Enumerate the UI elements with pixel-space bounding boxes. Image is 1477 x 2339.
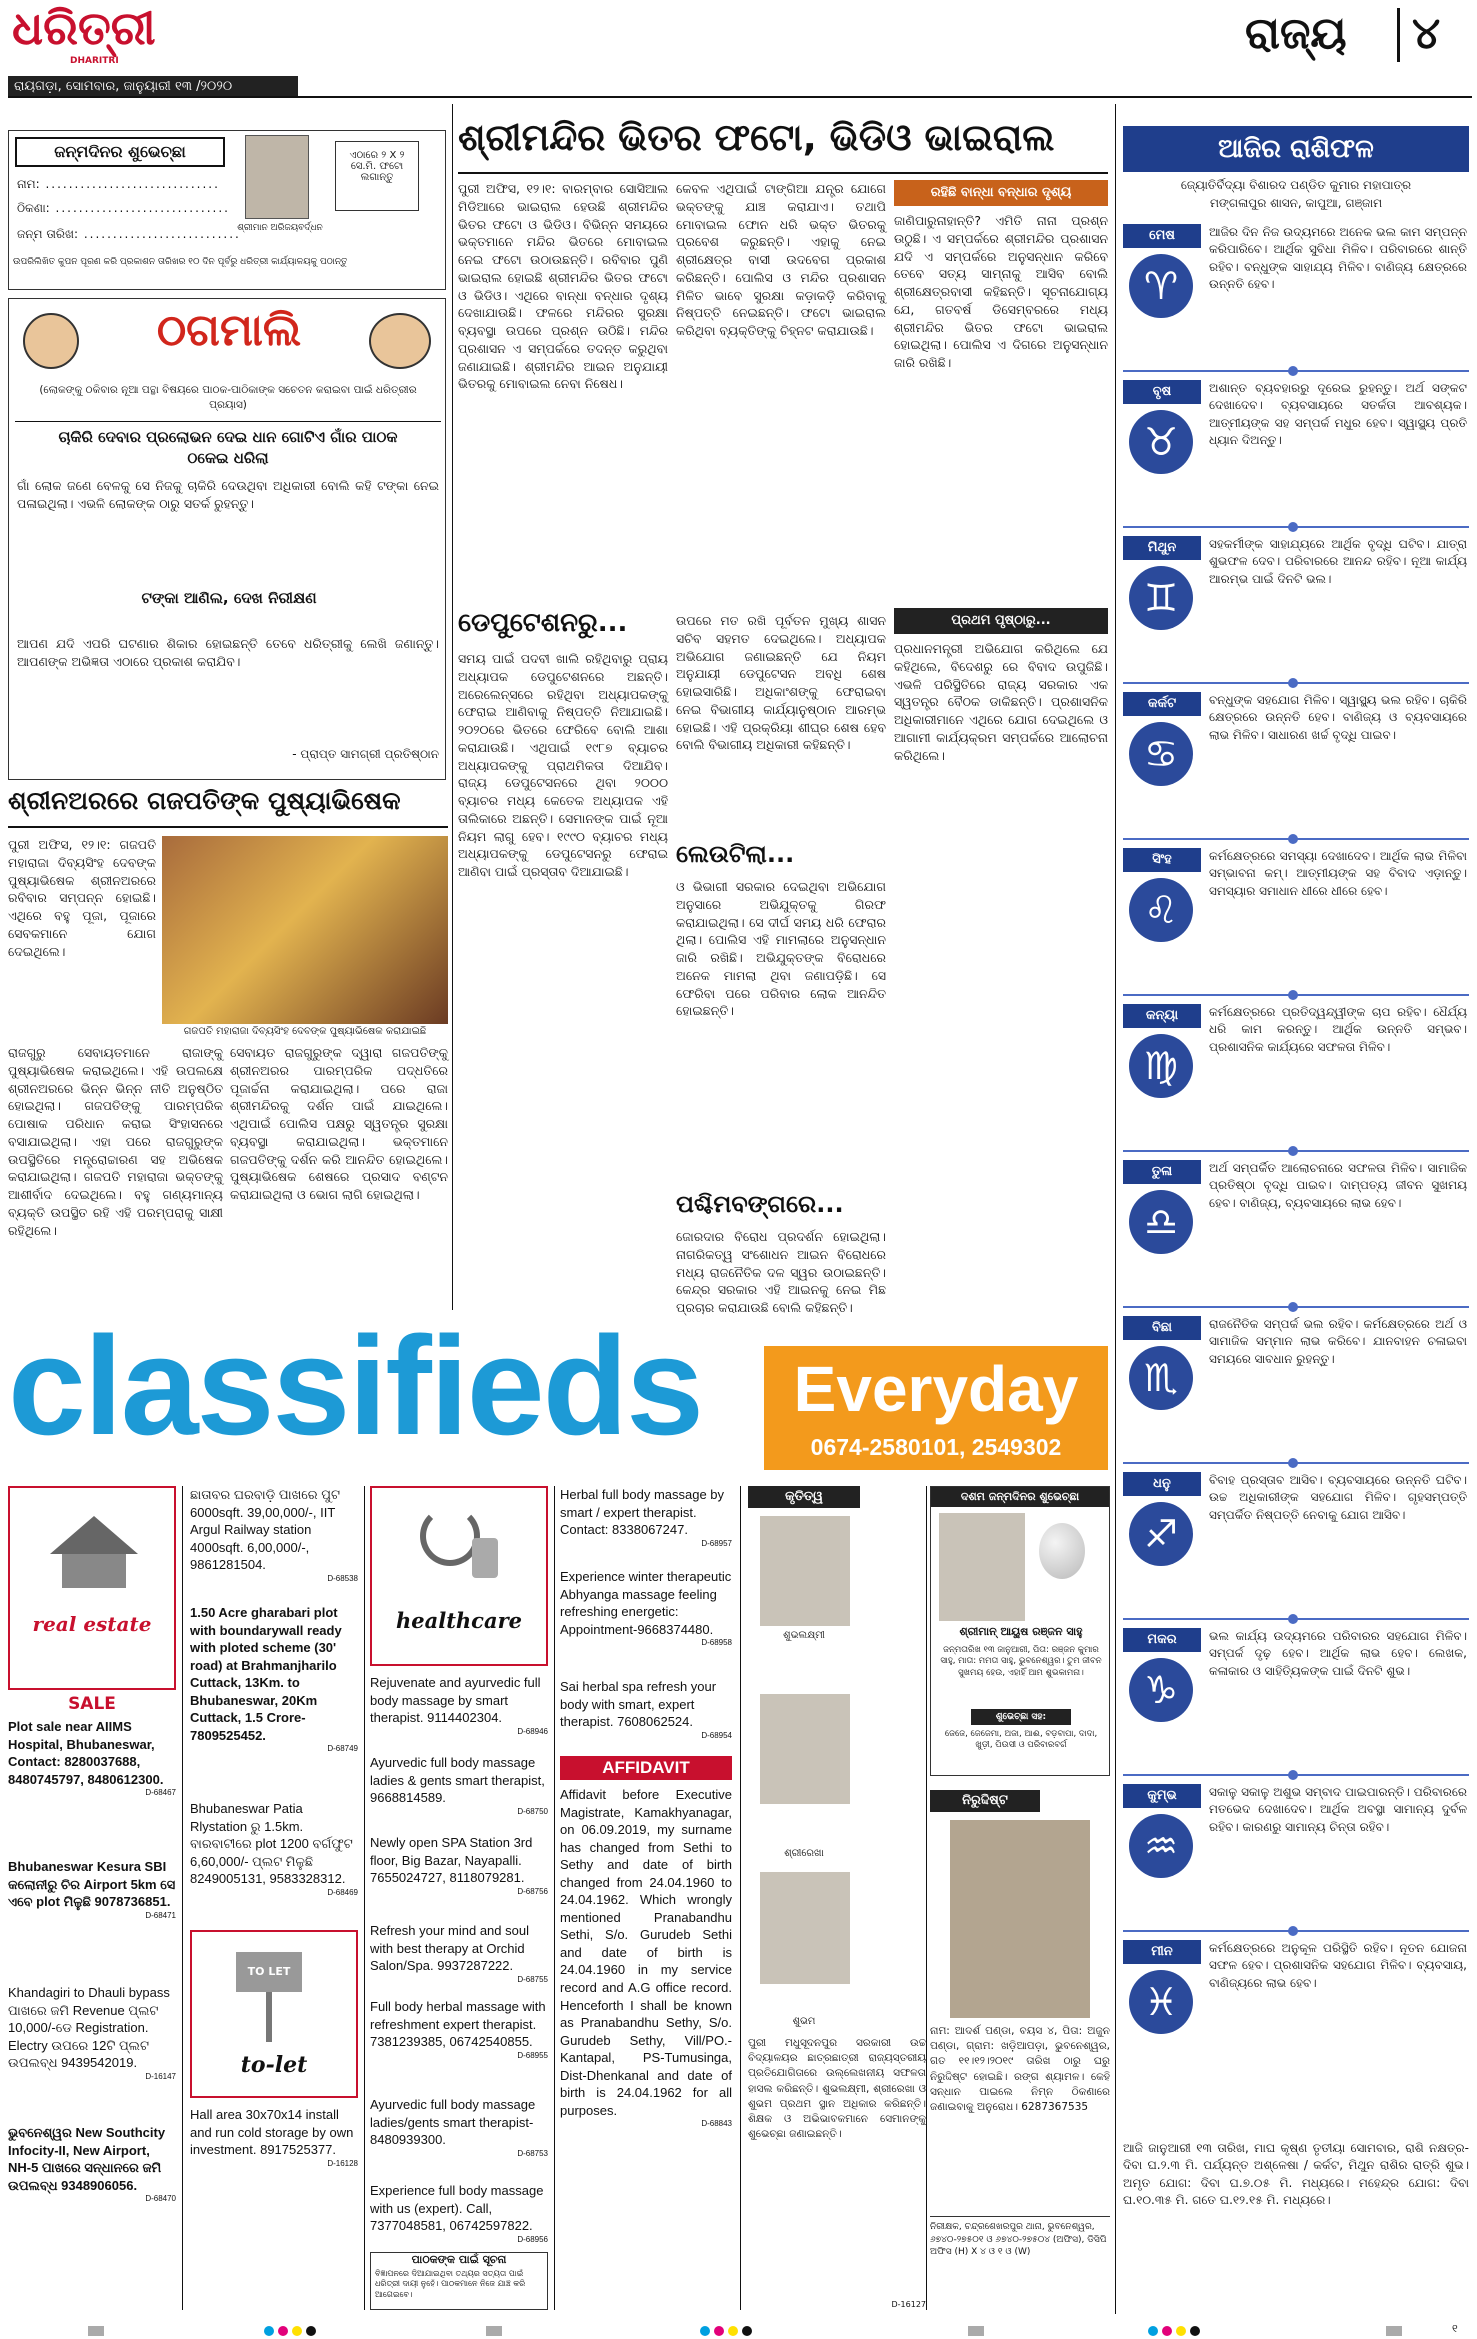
col2-ad-2-text: 1.50 Acre gharabari plot with boundarywall ready with ploted scheme (30' road) at Brahmanjharilo Cuttack, 13Km. to Bhubaneswar, 20Km Cuttack, 1.5 Crore-7809525452. — [190, 1605, 342, 1743]
affidavit-ad — [560, 1786, 732, 2130]
healthcare-ad-code: D-68946 — [517, 1726, 548, 1736]
paschimbanga-body: ଜୋରଦାର ବିରୋଧ ପ୍ରଦର୍ଶନ ହୋଇଥିଲା। ନାଗରିକତ୍ୱ ସଂଶୋଧନ ଆଇନ ବିରୋଧରେ ମଧ୍ୟ ରାଜନୈତିକ ଦଳ ସ୍ୱର ଉଠାଇଛନ୍ତି। କେନ୍ଦ୍ର ସରକାର ଏହି ଆଇନକୁ ନେଇ ମିଛ ପ୍ରଚାର କରାଯାଉଛି ବୋଲି କହିଛନ୍ତି। — [676, 1229, 886, 1315]
rashi-text: ବିବାହ ପ୍ରସ୍ତାବ ଆସିବ। ବ୍ୟବସାୟରେ ଉନ୍ନତି ଘଟିବ। ଉଚ୍ଚ ଅଧିକାରୀଙ୍କ ସହଯୋଗ ମିଳିବ। ଗୃହସମ୍ପତ୍ତି ସମ୍ପର୍କିତ ନିଷ୍ପତ୍ତି ନେବାକୁ ଯୋଗ ଆସିବ। — [1209, 1473, 1467, 1522]
thagamali-rule — [15, 421, 441, 422]
thagamali-story-body: ଗାଁ ଲୋକ ଜଣେ ବେଳକୁ ସେ ନିଜକୁ ଚାକିରି ଦେଉଥିବା ଅଧିକାରୀ ବୋଲି କହି ଟଙ୍କା ନେଇ ପଳାଇଥିଲା। ଏଭଳି ଲୋକଙ୍କ ଠାରୁ ସତର୍କ ରୁହନ୍ତୁ। — [17, 478, 439, 511]
zodiac-icon: ♊ — [1129, 566, 1193, 630]
col4-ad — [560, 1486, 732, 1549]
col4-ad-text: Experience winter therapeutic Abhyanga massage feeling refreshing energetic: Appointment-9668374480. — [560, 1569, 732, 1637]
photo-placeholder: ଏଠାରେ ୨ X ୨ ସେ.ମି. ଫଟୋ ଲଗାନ୍ତୁ — [335, 141, 419, 211]
zodiac-icon: ♎ — [1129, 1190, 1193, 1254]
rashi-name: ବିଛା — [1123, 1316, 1201, 1340]
real-estate-ad-1 — [8, 1718, 176, 1799]
rashi-name: ଧନୁ — [1123, 1472, 1201, 1496]
footer-swatch-y2 — [728, 2326, 738, 2336]
rashi-row — [1123, 1316, 1469, 1452]
dateline: ରାୟଗଡ଼ା, ସୋମବାର, ଜାନୁୟାରୀ ୧୩ /୨୦୨୦ — [8, 76, 298, 98]
healthcare-ad-code: D-68955 — [517, 2050, 548, 2060]
rashi-row — [1123, 536, 1469, 672]
rashi-text: କର୍ମକ୍ଷେତ୍ରରେ ଅନୁକୂଳ ପରିସ୍ଥିତି ରହିବ। ନୂତନ ଯୋଜନା ସଫଳ ହେବ। ପ୍ରଶାସନିକ ସହଯୋଗ ମିଳିବ। ବ୍ୟବସାୟ, ବାଣିଜ୍ୟରେ ଲାଭ ହେବ। — [1209, 1941, 1467, 1990]
sale-label: SALE — [68, 1694, 116, 1714]
coupon-child-photo — [245, 135, 309, 219]
house-body — [62, 1554, 126, 1588]
footer-swatch-m3 — [1162, 2326, 1172, 2336]
balloons-icon — [1039, 1523, 1085, 1579]
healthcare-ad-text: Ayurvedic full body massage ladies & gents smart therapist, 9668814589. — [370, 1755, 545, 1806]
deputation-col2: ଉପରେ ମତ ରଖି ପୂର୍ବତନ ମୁଖ୍ୟ ଶାସନ ସଚିବ ସହମତ ଦେଇଥିଲେ। ଅଧ୍ୟାପକ ଅଭିଯୋଗ ଜଣାଇଛନ୍ତି ଯେ ନିୟମ ଅନୁଯାୟୀ ଡେପୁଟେସନ ଅବଧି ଶେଷ ହୋଇସାରିଛି। ଅଧିକାଂଶଙ୍କୁ ଫେରାଇବା ନେଇ ବିଭାଗୀୟ କାର୍ଯ୍ୟାନୁଷ୍ଠାନ ଆରମ୍ଭ ହୋଇଛି। ଏହି ପ୍ରକ୍ରିୟା ଶୀଘ୍ର ଶେଷ ହେବ ବୋଲି ବିଭାଗୀୟ ଅଧିକାରୀ କହିଛନ୍ତି। — [676, 613, 886, 753]
rashi-row — [1123, 380, 1469, 516]
dasama-wishers-head: ଶୁଭେଚ୍ଛା ସହ: — [971, 1709, 1071, 1725]
rashi-name: କୁମ୍ଭ — [1123, 1784, 1201, 1808]
tolet-ad-text: Hall area 30x70x14 install and run cold storage by own investment. 8917525377. — [190, 2107, 354, 2158]
zodiac-icon: ♒ — [1129, 1814, 1193, 1878]
tolet-ad-code: D-16128 — [327, 2158, 358, 2168]
real-estate-ad-1-code: D-68467 — [145, 1788, 176, 1798]
rashi-separator — [1123, 1458, 1469, 1468]
footer-swatch-c1 — [264, 2326, 274, 2336]
dasama-janmadina-box — [930, 1486, 1110, 1776]
rashi-name: ସିଂହ — [1123, 848, 1201, 872]
real-estate-ad-4-code: D-68470 — [145, 2194, 176, 2204]
zodiac-icon: ♐ — [1129, 1502, 1193, 1566]
thagamali-signature: - ପ୍ରାପ୍ତ ସାମଗ୍ରୀ ପ୍ରତିଷ୍ଠାନ — [292, 747, 439, 761]
rashi-name: ମେଷ — [1123, 224, 1201, 248]
dasama-janmadina-title: ଦଶମ ଜନ୍ମଦିନର ଶୁଭେଚ୍ଛା — [931, 1487, 1109, 1507]
rashi-text: ଅର୍ଥ ସମ୍ପର୍କିତ ଆଲୋଚନାରେ ସଫଳତା ମିଳିବ। ସାମାଜିକ ପ୍ରତିଷ୍ଠା ବୃଦ୍ଧି ପାଇବ। ଦାମ୍ପତ୍ୟ ଜୀବନ ସୁଖମୟ ହେବ। ବାଣିଜ୍ୟ, ବ୍ୟବସାୟରେ ଲାଭ ହେବ। — [1209, 1161, 1467, 1210]
rashi-row — [1123, 692, 1469, 828]
rashi-text: କର୍ମକ୍ଷେତ୍ରରେ ସମସ୍ୟା ଦେଖାଦେବ। ଆର୍ଥିକ ଲାଭ ମିଳିବା ସମ୍ଭାବନା କମ୍। ଆତ୍ମୀୟଙ୍କ ସହ ବିବାଦ ଏଡ଼ାନ୍ତୁ। ସମସ୍ୟାର ସମାଧାନ ଧୀରେ ଧୀରେ ହେବ। — [1209, 849, 1467, 898]
dasama-wishers: ଜେଜେ, ଜେଜେମା, ଅଜା, ଆଈ, ବଡ଼ବାପା, ଦାଦା, ଖୁଡ଼ୀ, ପିଉସୀ ଓ ପରିବାରବର୍ଗ — [944, 1729, 1098, 1751]
footer-swatch-m1 — [278, 2326, 288, 2336]
classifieds-phone: 0674-2580101, 2549302 — [810, 1434, 1062, 1460]
col2-ad-3-code: D-68469 — [327, 1887, 358, 1897]
real-estate-label: real estate — [32, 1612, 152, 1636]
col-rule-1 — [452, 104, 453, 1310]
real-estate-ad-2 — [8, 1858, 176, 1921]
col4-ad-code: D-68958 — [701, 1638, 732, 1648]
footer-swatch-y1 — [292, 2326, 302, 2336]
rashi-text: କର୍ମକ୍ଷେତ୍ରରେ ପ୍ରତିଦ୍ୱନ୍ଦ୍ୱୀଙ୍କ ଚାପ ରହିବ। ଧୈର୍ଯ୍ୟ ଧରି କାମ କରନ୍ତୁ। ଆର୍ଥିକ ଉନ୍ନତି ସମ୍ଭବ। ପ୍ରଶାସନିକ କାର୍ଯ୍ୟରେ ସଫଳତା ମିଳିବ। — [1209, 1005, 1467, 1054]
coupon-dob-field[interactable]: ଜନ୍ମ ତାରିଖ: ........................... — [17, 227, 241, 241]
srimandir-col3: ଜାଣିପାରୁନାହାନ୍ତି? ଏମିତି ନାନା ପ୍ରଶ୍ନ ଉଠୁଛି। ଏ ସମ୍ପର୍କରେ ଶ୍ରୀମନ୍ଦିର ପ୍ରଶାସନ ଯଦି ଏ ସମ୍ପର୍କରେ ଅନୁସନ୍ଧାନ କରିବେ ତେବେ ସତ୍ୟ ସାମ୍ନାକୁ ଆସିବ ବୋଲି ଶ୍ରୀକ୍ଷେତ୍ରବାସୀ କହିଛନ୍ତି। ସୂଚନାଯୋଗ୍ୟ ଯେ, ଗତବର୍ଷ ଡିସେମ୍ବରରେ ମଧ୍ୟ ଶ୍ରୀମନ୍ଦିର ଭିତର ଫଟୋ ଭାଇରାଲ ହୋଇଥିଲା। ପୋଲିସ ଏ ଦିଗରେ ଅନୁସନ୍ଧାନ ଜାରି ରଖିଛି। — [894, 213, 1108, 370]
footer-bar-4 — [1386, 2326, 1402, 2336]
leuthila-body: ଓ ଭିଭାଗୀ ସରକାର ଦେଇଥିବା ଅଭିଯୋଗ ଅନୁସାରେ ଅଭିଯୁକ୍ତକୁ ଗିରଫ କରାଯାଇଥିଲା। ସେ ଦୀର୍ଘ ସମୟ ଧରି ଫେରାର ଥିଲା। ପୋଲିସ ଏହି ମାମଲାରେ ଅନୁସନ୍ଧାନ ଜାରି ରଖିଛି। ଅଭିଯୁକ୍ତଙ୍କ ବିରୋଧରେ ଅନେକ ମାମଲା ଥିବା ଜଣାପଡ଼ିଛି। ସେ ଫେରିବା ପରେ ପରିବାର ଲୋକ ଆନନ୍ଦିତ ହୋଇଛନ୍ତି। — [676, 879, 886, 1019]
pushyabhishek-body-col1: ରାଜଗୁରୁ ସେବାୟତମାନେ ରାଜାଙ୍କୁ ପୁଷ୍ୟାଭିଷେକ କରାଇଥିଲେ। ଏହି ଉପଲକ୍ଷେ ଶ୍ରୀନଅରରେ ଭିନ୍ନ ଭିନ୍ନ ନୀତି ଅନୁଷ୍ଠିତ ହୋଇଥିଲା। ଗଜପତିଙ୍କୁ ପାରମ୍ପରିକ ପୋଷାକ ପରିଧାନ କରାଇ ସିଂହାସନରେ ବସାଯାଇଥିଲା। ଏହା ପରେ ରାଜଗୁରୁଙ୍କ ଉପସ୍ଥିତିରେ ମନ୍ତ୍ରୋଚ୍ଚାରଣ ସହ ଅଭିଷେକ କରାଯାଇଥିଲା। ଗଜପତି ମହାରାଜା ଭକ୍ତଙ୍କୁ ଆଶୀର୍ବାଦ ଦେଇଥିଲେ। ବହୁ ଗଣ୍ୟମାନ୍ୟ ବ୍ୟକ୍ତି ଉପସ୍ଥିତ ରହି ଏହି ପରମ୍ପରାକୁ ସାକ୍ଷୀ ରହିଥିଲେ। — [8, 1045, 223, 1238]
footer-swatch-c2 — [700, 2326, 710, 2336]
deputation-headline: ଡେପୁଟେଶନରୁ... — [458, 608, 628, 638]
deputation-col3: ପ୍ରଧାନମନ୍ତ୍ରୀ ଅଭିଯୋଗ କରିଥିଲେ ଯେ କହିଥିଲେ, ବିଦେଶରୁ ରେ ବିବାଦ ଉପୁଜିଛି। ଏଭଳି ପରିସ୍ଥିତିରେ ରାଜ୍ୟ ସରକାର ଏକ ସ୍ୱତନ୍ତ୍ର ବୈଠକ ଡାକିଛନ୍ତି। ପ୍ରଶାସନିକ ଅଧିକାରୀମାନେ ଏଥିରେ ଯୋଗ ଦେଇଥିଲେ ଓ ଆଗାମୀ କାର୍ଯ୍ୟକ୍ରମ ସମ୍ପର୍କରେ ଆଲୋଚନା କରିଥିଲେ। — [894, 641, 1108, 763]
classifieds-header — [8, 1307, 1108, 1470]
rashifala-banner — [1123, 126, 1469, 172]
healthcare-ad — [370, 2096, 548, 2159]
address-label: ଠିକଣା: — [17, 201, 50, 215]
col2-ad-1 — [190, 1486, 358, 1585]
thagamali-cartoon-right — [369, 313, 431, 369]
thagamali-title: ଠଗମାଲି — [156, 305, 302, 356]
rashi-name: ମୀନ — [1123, 1940, 1201, 1964]
pushyabhishek-body-top: ପୁରୀ ଅଫିସ, ୧୨।୧: ଗଜପତି ମହାରାଜା ଦିବ୍ୟସିଂହ ଦେବଙ୍କ ପୁଷ୍ୟାଭିଷେକ ଶ୍ରୀନଅରରେ ରବିବାର ସମ୍ପନ୍ନ ହୋଇଛି। ଏଥିରେ ବହୁ ପୂଜା, ପୂଜାରେ ସେବକମାନେ ଯୋଗ ଦେଇଥିଲେ। — [8, 837, 156, 959]
healthcare-ad-text: Newly open SPA Station 3rd floor, Big Bazar, Nayapalli. 7655024727, 8118079281. — [370, 1835, 533, 1886]
everyday-banner — [764, 1346, 1108, 1470]
rashi-separator — [1123, 1926, 1469, 1936]
thagamali-story-headline: ଚାକିରି ଦେବାର ପ୍ରଲୋଭନ ଦେଇ ଧାନ ଗୋଟିଏ ଗାଁର ପାଠକ ଠକେଇ ଧରିଲା — [58, 428, 398, 467]
healthcare-ad — [370, 1754, 548, 1817]
rashi-row — [1123, 1784, 1469, 1920]
healthcare-ad-text: Full body herbal massage with refreshment expert therapist. 7381239385, 06742540855. — [370, 1999, 546, 2050]
healthcare-ad-code: D-68753 — [517, 2148, 548, 2158]
coupon-footnote: ଉପରିଲିଖିତ କୁପନ ପୂରଣ କରି ପ୍ରକାଶନ ତାରିଖର ୧୦ ଦିନ ପୂର୍ବରୁ ଧରିତ୍ରୀ କାର୍ଯ୍ୟାଳୟକୁ ପଠାନ୍ତୁ — [13, 257, 348, 267]
rashi-separator — [1123, 1146, 1469, 1156]
zodiac-icon: ♉ — [1129, 410, 1193, 474]
col4-ad-text: Herbal full body massage by smart / expert therapist. Contact: 8338067247. — [560, 1487, 725, 1538]
pushyabhishek-photo — [162, 836, 448, 1024]
pushyabhishek-body-col2: ସେବାୟତ ରାଜଗୁରୁଙ୍କ ଦ୍ୱାରା ଗଜପତିଙ୍କୁ ଶ୍ରୀନଅରର ପାରମ୍ପରିକ ପଦ୍ଧତିରେ ପୂଜାର୍ଚ୍ଚନା କରାଯାଇଥିଲା। ପରେ ରାଜା ଶ୍ରୀମନ୍ଦିରକୁ ଦର୍ଶନ ପାଇଁ ଯାଇଥିଲେ। ଏଥିପାଇଁ ପୋଲିସ ପକ୍ଷରୁ ସ୍ୱତନ୍ତ୍ର ସୁରକ୍ଷା ବ୍ୟବସ୍ଥା କରାଯାଇଥିଲା। ଭକ୍ତମାନେ ଗଜପତିଙ୍କୁ ଦର୍ଶନ କରି ଆନନ୍ଦିତ ହୋଇଥିଲେ। ପୁଷ୍ୟାଭିଷେକ ଶେଷରେ ପ୍ରସାଦ ବଣ୍ଟନ କରାଯାଇଥିଲା ଓ ଭୋଗ ଲାଗି ହୋଇଥିଲା। — [230, 1045, 448, 1202]
rashi-separator — [1123, 522, 1469, 532]
rashi-name: ବୃଷ — [1123, 380, 1201, 404]
kritidwa-photo-1 — [760, 1516, 850, 1626]
coupon-name-field[interactable]: ନାମ: .............................. — [17, 177, 220, 191]
healthcare-label: healthcare — [396, 1608, 522, 1633]
pushyabhishek-rule — [8, 826, 448, 828]
zodiac-icon: ♍ — [1129, 1034, 1193, 1098]
zodiac-icon: ♌ — [1129, 878, 1193, 942]
healthcare-ad — [370, 1998, 548, 2061]
pushyabhishek-photo-caption: ଗଜପତି ମହାରାଜା ଦିବ୍ୟସିଂହ ଦେବଙ୍କ ପୁଷ୍ୟାଭିଷେକ କରାଯାଇଛି — [183, 1026, 427, 1037]
rashi-text: ସକାଳୁ ସକାଳୁ ଅଶୁଭ ସମ୍ବାଦ ପାଇପାରନ୍ତି। ପରିବାରରେ ମତଭେଦ ଦେଖାଦେବ। ଆର୍ଥିକ ଅବସ୍ଥା ସାମାନ୍ୟ ଦୁର୍ବଳ ରହିବ। କାରଣରୁ ସାମାନ୍ୟ ଚିନ୍ତା ରହିବ। — [1209, 1785, 1467, 1834]
healthcare-ad-code: D-68755 — [517, 1974, 548, 1984]
footer-swatch-y3 — [1176, 2326, 1186, 2336]
healthcare-ad-code: D-68750 — [517, 1806, 548, 1816]
pushyabhishek-headline: ଶ୍ରୀନଅରରେ ଗଜପତିଙ୍କ ପୁଷ୍ୟାଭିଷେକ — [8, 786, 401, 815]
rashi-row — [1123, 1004, 1469, 1140]
healthcare-ad-text: Ayurvedic full body massage ladies/gents smart therapist-8480939300. — [370, 2097, 536, 2148]
real-estate-ad-2-text: Bhubaneswar Kesura SBI କଲୋନୀରୁ ଚିର Airport 5km ସେ ଏବେ plot ମିଳୁଛି 9078736851. — [8, 1859, 176, 1910]
col4-ad-code: D-68954 — [701, 1730, 732, 1740]
rashi-name: ତୁଳା — [1123, 1160, 1201, 1184]
zodiac-icon: ♋ — [1129, 722, 1193, 786]
rashi-separator — [1123, 1770, 1469, 1780]
rashi-row — [1123, 1160, 1469, 1296]
zodiac-icon: ♏ — [1129, 1346, 1193, 1410]
ads-rule-1 — [182, 1486, 183, 2310]
logo: ଧରିତ୍ରୀ — [12, 1, 156, 55]
rashi-separator — [1123, 1302, 1469, 1312]
ads-rule-2 — [364, 1486, 365, 2310]
zodiac-icon: ♈ — [1129, 254, 1193, 318]
medicine-bottle-icon — [472, 1538, 498, 1578]
paschimbanga-headline: ପଶ୍ଚିମବଙ୍ଗରେ... — [676, 1190, 844, 1218]
rashifala-title: ଆଜିର ରାଶିଫଳ — [1218, 134, 1374, 164]
deputation-col1: ସମୟ ପାଇଁ ପଦବୀ ଖାଲି ରହିଥିବାରୁ ପ୍ରାୟ ଅଧ୍ୟାପକ ଡେପୁଟେଶନରେ ଅଛନ୍ତି। ଅରେଲେନ୍ସରେ ରହିଥିବା ଅଧ୍ୟାପକଙ୍କୁ ଫେରାଇ ଆଣିବାକୁ ନିଷ୍ପତ୍ତି ନିଆଯାଇଛି। ୨୦୨୦ରେ ଭିତରେ ଫେରିବେ ବୋଲି ଆଶା କରାଯାଉଛି। ଏଥିପାଇଁ ୧୯୮୭ ବ୍ୟାଚର ଅଧ୍ୟାପକଙ୍କୁ ପ୍ରାଥମିକତା ଦିଆଯିବ। ରାଜ୍ୟ ଡେପୁଟେସନରେ ଥିବା ୨୦୦୦ ବ୍ୟାଚର ମଧ୍ୟ କେତେକ ଅଧ୍ୟାପକ ଏହି ତାଲିକାରେ ଅଛନ୍ତି। ସେମାନଙ୍କ ପାଇଁ ନୂଆ ନିୟମ ଲାଗୁ ହେବ। ୧୯୯୦ ବ୍ୟାଚର ମଧ୍ୟ ଅଧ୍ୟାପକଙ୍କୁ ଡେପୁଟେସନରୁ ଫେରାଇ ଆଣିବା ପାଇଁ ପ୍ରସ୍ତାବ ଦିଆଯାଇଛି। — [458, 651, 668, 879]
nirudista-body: ନାମ: ଆଦର୍ଶ ପଣ୍ଡା, ବୟସ ୪, ପିତା: ଅଜୁନ ପଣ୍ଡା, ଗ୍ରାମ: ଖଡ଼ିଆପଡ଼ା, ଭୁବନେଶ୍ୱର, ଗତ ୧୧।୧୨।୨୦୧୯ ତାରିଖ ଠାରୁ ଘରୁ ନିରୁଦ୍ଦିଷ୍ଟ ହୋଇଛି। ରଙ୍ଗ ଶ୍ୟାମଳ। କେହି ସନ୍ଧାନ ପାଇଲେ ନିମ୍ନ ଠିକଣାରେ ଜଣାଇବାକୁ ଅନୁରୋଧ। 6287367535 — [930, 2025, 1110, 2114]
tolet-label: to-let — [240, 2052, 308, 2078]
col-rule-2 — [1115, 104, 1116, 2314]
healthcare-ad — [370, 1834, 548, 1897]
dob-label: ଜନ୍ମ ତାରିଖ: — [17, 227, 79, 241]
nirudista-police: ନିରୀକ୍ଷକ, ଚନ୍ଦ୍ରଶେଖରପୁର ଥାନା, ଭୁବନେଶ୍ୱର, ୬୭୪୦-୨୭୫୦୧ ଓ ୬୭୪୦-୨୭୫୦୪ (ଅଫିସ), ଡିସିପି ଅଫିସ (H) X ୪ ଓ ୧ ଓ (W) — [930, 2216, 1110, 2259]
rashifala-address: ମଙ୍ଗଳାପୁର ଶାସନ, କାପୁଆ, ଗଞ୍ଜାମ — [1209, 196, 1383, 210]
real-estate-ad-3-text: Khandagiri to Dhauli bypass ପାଖରେ ଜମି Revenue ପ୍ଲଟ 10,000/-ଡେ Registration. Electry ଉପରେ 12ଟି ପ୍ଲଟ ଉପଲବ୍ଧ 9439542019. — [8, 1985, 170, 2071]
masthead-rule — [8, 96, 1472, 98]
panjika: ଆଜି ଜାନୁଆରୀ ୧୩ ତାରିଖ, ମାଘ କୃଷ୍ଣ ତୃତୀୟା ସୋମବାର, ରାଶି ନକ୍ଷତ୍ର-ଦିବା ଘ.୨.୩ ମି. ପର୍ଯ୍ୟନ୍ତ ଅଶ୍ଳେଷା / କର୍କଟ, ମିଥୁନ ରାଶିର ରାତ୍ରି ଶୁଭ। ଅମୃତ ଯୋଗ: ଦିବା ଘ.୭.୦୫ ମି. ମଧ୍ୟରେ। ମହେନ୍ଦ୍ର ଯୋଗ: ଦିବା ଘ.୧୦.୩୫ ମି. ଗତେ ଘ.୧୨.୧୫ ମି. ମଧ୍ୟରେ। — [1123, 2141, 1469, 2208]
rashi-separator — [1123, 366, 1469, 376]
srimandir-headline: ଶ୍ରୀମନ୍ଦିର ଭିତର ଫଟୋ, ଭିଡିଓ ଭାଇରାଲ — [458, 116, 1055, 159]
ads-rule-4 — [740, 1486, 741, 2310]
footer-swatch-k3 — [1190, 2326, 1200, 2336]
col4-ad-text: Sai herbal spa refresh your body with smart, expert therapist. 7608062524. — [560, 1679, 717, 1730]
section-divider — [1397, 8, 1400, 62]
srimandir-col1: ପୁରୀ ଅଫିସ, ୧୨।୧: ବାରମ୍ବାର ସୋସିଆଲ ମିଡିଆରେ ଭାଇରାଲ ହେଉଛି ଶ୍ରୀମନ୍ଦିର ଭିତର ଫଟୋ ଓ ଭିଡିଓ। ବିଭିନ୍ନ ସମୟରେ ଭକ୍ତମାନେ ମନ୍ଦିର ଭିତରେ ମୋବାଇଲ ନେଇ ଫଟୋ ଉଠାଉଛନ୍ତି। ରବିବାର ପୁଣି ଭାଇରାଲ ହୋଇଛି ଶ୍ରୀମନ୍ଦିର ଭିତର ଫଟୋ ଓ ଭିଡିଓ। ଏଥିରେ ବାନ୍ଧା ବନ୍ଧାର ଦୃଶ୍ୟ ଦେଖାଯାଉଛି। ଫଳରେ ମନ୍ଦିରର ସୁରକ୍ଷା ବ୍ୟବସ୍ଥା ଉପରେ ପ୍ରଶ୍ନ ଉଠିଛି। ମନ୍ଦିର ପ୍ରଶାସନ ଏ ସମ୍ପର୍କରେ ତଦନ୍ତ କରୁଥିବା ଜଣାଯାଇଛି। ଶ୍ରୀମନ୍ଦିର ଆଇନ ଅନୁଯାୟୀ ଭିତରକୁ ମୋବାଇଲ ନେବା ନିଷେଧ। — [458, 181, 668, 392]
rashi-text: ଅଶାନ୍ତ ବ୍ୟବହାରରୁ ଦୂରେଇ ରୁହନ୍ତୁ। ଅର୍ଥ ସଙ୍କଟ ଦେଖାଦେବ। ବ୍ୟବସାୟରେ ସତର୍କତା ଆବଶ୍ୟକ। ଆତ୍ମୀୟଙ୍କ ସହ ସମ୍ପର୍କ ମଧୁର ହେବ। ସ୍ୱାସ୍ଥ୍ୟ ପ୍ରତି ଧ୍ୟାନ ଦିଅନ୍ତୁ। — [1209, 381, 1467, 448]
col2-ad-2-code: D-68749 — [327, 1744, 358, 1754]
healthcare-ad — [370, 1922, 548, 1985]
readers-notice — [370, 2252, 548, 2310]
col4-ad — [560, 1568, 732, 1649]
thagamali-cartoon-left — [23, 313, 79, 369]
ads-rule-5 — [926, 1486, 927, 2310]
rashi-row — [1123, 1940, 1469, 2076]
rashi-text: ଆଜିର ଦିନ ନିଜ ଉଦ୍ୟମରେ ଅନେକ ଭଲ କାମ ସମ୍ପନ୍ନ କରିପାରିବେ। ଆର୍ଥିକ ସୁବିଧା ମିଳିବ। ପରିବାରରେ ଶାନ୍ତି ରହିବ। ବନ୍ଧୁଙ୍କ ସାହାଯ୍ୟ ମିଳିବ। ବାଣିଜ୍ୟ କ୍ଷେତ୍ରରେ ଉନ୍ନତି ହେବ। — [1209, 225, 1467, 292]
thagamali-sub-body: ଆପଣ ଯଦି ଏପରି ଘଟଣାର ଶିକାର ହୋଇଛନ୍ତି ତେବେ ଧରିତ୍ରୀକୁ ଲେଖି ଜଣାନ୍ତୁ। ଆପଣଙ୍କ ଅଭିଜ୍ଞତା ଏଠାରେ ପ୍ରକାଶ କରାଯିବ। — [17, 636, 439, 669]
rashi-separator — [1123, 990, 1469, 1000]
tolet-post — [266, 1992, 272, 2042]
kritidwa-title: କୃତିତ୍ୱ — [748, 1486, 860, 1508]
col2-ad-2 — [190, 1604, 358, 1755]
footer-swatch-c3 — [1148, 2326, 1158, 2336]
rashi-row — [1123, 848, 1469, 984]
zodiac-icon: ♓ — [1129, 1970, 1193, 2034]
srimandir-col2: କେବଳ ଏଥିପାଇଁ ଟାଙ୍ଗିଆ ଯନ୍ତ୍ର ଯୋଗେ ଭକ୍ତଙ୍କୁ ଯାଞ୍ଚ କରାଯାଏ। ତଥାପି ମୋବାଇଲ ଫୋନ ଧରି ଭକ୍ତ ଭିତରକୁ ପ୍ରବେଶ କରୁଛନ୍ତି। ଏହାକୁ ନେଇ ଶ୍ରୀକ୍ଷେତ୍ର ବାସୀ ଉଦବେଗ ପ୍ରକାଶ କରିଛନ୍ତି। ପୋଲିସ ଓ ମନ୍ଦିର ପ୍ରଶାସନ ମିଳିତ ଭାବେ ସୁରକ୍ଷା କଡ଼ାକଡ଼ି କରିବାକୁ ନିଷ୍ପତ୍ତି ନେଇଛନ୍ତି। ଫଟୋ ଭାଇରାଲ କରିଥିବା ବ୍ୟକ୍ତିଙ୍କୁ ଚିହ୍ନଟ କରାଯାଉଛି। — [676, 181, 886, 338]
readers-notice-body: ବିଜ୍ଞାପନରେ ଦିଆଯାଇଥିବା ତଥ୍ୟର ସତ୍ୟତା ପାଇଁ ଧରିତ୍ରୀ ଦାୟୀ ନୁହେଁ। ପାଠକମାନେ ନିଜେ ଯାଞ୍ଚ କରି ଆଗେଇବେ। — [375, 2269, 526, 2299]
readers-notice-title: ପାଠକଙ୍କ ପାଇଁ ସୂଚନା — [411, 2253, 507, 2266]
rashi-row — [1123, 1628, 1469, 1764]
footer-code: ୧ — [1452, 2322, 1458, 2335]
kritidwa-code: D-16127 — [891, 2300, 926, 2309]
col4-ad-code: D-68957 — [701, 1538, 732, 1548]
col2-ad-3 — [190, 1800, 358, 1899]
prathama-prushtharu-tag: ପ୍ରଥମ ପୃଷ୍ଠାରୁ... — [894, 608, 1108, 634]
col2-ad-1-text: ଛାତାବର ଘରବାଡ଼ି ପାଖରେ ପୁଟ 6000sqft. 39,00,000/-, IIT Argul Railway station 4000sqft. 6,00,000/-, 9861281504. — [190, 1487, 341, 1573]
classifieds-title: classifieds — [8, 1307, 702, 1464]
kritidwa-caption-2: ଶ୍ରୀରେଖା — [784, 1848, 824, 1859]
dasama-details: ଜନ୍ମତାରିଖ ୧୩ ଜାନୁଆରୀ, ପିତା: ରଞ୍ଜନ କୁମାର ସାହୁ, ମାତା: ମମତା ସାହୁ, ଭୁବନେଶ୍ୱର। ତୁମ ଜୀବନ ସୁଖମୟ ହେଉ, ଏହାହିଁ ଆମ ଶୁଭକାମନା। — [940, 1645, 1102, 1678]
kritidwa-caption-3: ଶୁଭମ — [792, 2016, 816, 2027]
footer-swatch-k1 — [306, 2326, 316, 2336]
nirudista-photo — [950, 1820, 1090, 2018]
footer-bar-2 — [486, 2326, 502, 2336]
kritidwa-photo-3 — [760, 1872, 850, 1984]
healthcare-ad-text: Experience full body massage with us (expert). Call, 7377048581, 06742597822. — [370, 2183, 544, 2234]
real-estate-ad-4-text: ଭୁବନେଶ୍ୱର New Southcity Infocity-II, New Airport, NH-5 ପାଖରେ ସନ୍ଧାନରେ ଜମି ଉପଲବ୍ଧ 9348906056. — [8, 2125, 166, 2193]
everyday-label: Everyday — [793, 1353, 1079, 1425]
ads-rule-3 — [554, 1486, 555, 2310]
healthcare-ad — [370, 1674, 548, 1737]
house-icon — [50, 1516, 138, 1554]
healthcare-ad-text: Rejuvenate and ayurvedic full body massage by smart therapist. 9114402304. — [370, 1675, 541, 1726]
healthcare-box — [370, 1486, 548, 1666]
rashi-text: ରାଜନୈତିକ ସମ୍ପର୍କ ଭଲ ରହିବ। କର୍ମକ୍ଷେତ୍ରରେ ଅର୍ଥ ଓ ସାମାଜିକ ସମ୍ମାନ ଲାଭ କରିବେ। ଯାନବାହନ ଚଳାଇବା ସମୟରେ ସାବଧାନ ରୁହନ୍ତୁ। — [1209, 1317, 1467, 1366]
thagamali-subhead: ଟଙ୍କା ଆଣିଲ, ଦେଖ ନିରୀକ୍ଷଣ — [141, 589, 317, 607]
birthday-coupon-title: ଜନ୍ମଦିନର ଶୁଭେଚ୍ଛା — [15, 137, 225, 167]
rashi-separator — [1123, 834, 1469, 844]
rashi-name: ମିଥୁନ — [1123, 536, 1201, 560]
healthcare-ad-code: D-68756 — [517, 1886, 548, 1896]
kritidwa-caption-1: ଶୁଭଲକ୍ଷ୍ମୀ — [783, 1630, 825, 1641]
nirudista-title: ନିରୁଦ୍ଦିଷ୍ଟ — [930, 1790, 1040, 1812]
rashi-row — [1123, 224, 1469, 360]
footer-swatch-m2 — [714, 2326, 724, 2336]
coupon-child-caption: ଶ୍ରୀମାନ ଅରିଜୟବର୍ଦ୍ଧନ — [237, 223, 323, 233]
name-label: ନାମ: — [17, 177, 40, 191]
masthead — [0, 0, 1477, 100]
tolet-ad — [190, 2106, 358, 2169]
real-estate-ad-4 — [8, 2124, 176, 2205]
affidavit-code: D-68843 — [701, 2119, 732, 2129]
rashi-separator — [1123, 678, 1469, 688]
rashi-separator — [1123, 1614, 1469, 1624]
rashifala-astrologer: ଜ୍ୟୋତିର୍ବିଦ୍ୟା ବିଶାରଦ ପଣ୍ଡିତ କୁମାର ମହାପାତ୍ର — [1180, 178, 1412, 192]
tolet-box — [190, 1930, 358, 2098]
kritidwa-photo-2 — [760, 1694, 850, 1804]
healthcare-ad-text: Refresh your mind and soul with best therapy at Orchid Salon/Spa. 9937287222. — [370, 1923, 529, 1974]
footer-bar-3 — [968, 2326, 984, 2336]
leuthila-headline: ଲେଉଟିଲା... — [676, 840, 795, 868]
stethoscope-icon — [420, 1506, 480, 1566]
kritidwa-body: ପୁରୀ ମଧୁସୂଦନପୁର ସରକାରୀ ଉଚ୍ଚ ବିଦ୍ୟାଳୟର ଛାତ୍ରଛାତ୍ରୀ ରାଜ୍ୟସ୍ତରୀୟ ପ୍ରତିଯୋଗିତାରେ ଉଲ୍ଲେଖନୀୟ ସଫଳତା ହାସଲ କରିଛନ୍ତି। ଶୁଭଲକ୍ଷ୍ମୀ, ଶ୍ରୀରେଖା ଓ ଶୁଭମ ପ୍ରଥମ ସ୍ଥାନ ଅଧିକାର କରିଛନ୍ତି। ଶିକ୍ଷକ ଓ ଅଭିଭାବକମାନେ ସେମାନଙ୍କୁ ଶୁଭେଚ୍ଛା ଜଣାଇଛନ୍ତି। — [748, 2037, 926, 2141]
rashi-text: ସହକର୍ମୀଙ୍କ ସାହାଯ୍ୟରେ ଆର୍ଥିକ ବୃଦ୍ଧି ଘଟିବ। ଯାତ୍ରା ଶୁଭଫଳ ଦେବ। ପରିବାରରେ ଆନନ୍ଦ ରହିବ। ନୂଆ କାର୍ଯ୍ୟ ଆରମ୍ଭ ପାଇଁ ଦିନଟି ଭଲ। — [1209, 537, 1467, 586]
footer-bar-1 — [88, 2326, 104, 2336]
col2-ad-1-code: D-68538 — [327, 1573, 358, 1583]
thagamali-subtitle: (ଲୋକଙ୍କୁ ଠକିବାର ନୂଆ ପନ୍ଥା ବିଷୟରେ ପାଠକ-ପାଠିକାଙ୍କ ସଚେତନ କରାଇବା ପାଇଁ ଧରିତ୍ରୀର ପ୍ରୟାସ) — [39, 384, 417, 411]
tolet-sign-icon: TO LET — [236, 1952, 302, 1992]
logo-sub: DHARITRI — [70, 56, 119, 66]
srimandir-kicker: ରହିଛି ବାନ୍ଧା ବନ୍ଧାର ଦୃଶ୍ୟ — [894, 180, 1108, 206]
healthcare-ad — [370, 2182, 548, 2245]
dasama-child-name: ଶ୍ରୀମାନ୍ ଆୟୁଷ ରଞ୍ଜନ ସାହୁ — [959, 1625, 1083, 1638]
real-estate-ad-1-text: Plot sale near AIIMS Hospital, Bhubaneswar, Contact: 8280037688, 8480745797, 8480612300. — [8, 1719, 164, 1787]
col2-ad-3-text: Bhubaneswar Patia Rlystation ରୁ 1.5km. ବାରବାଟୀରେ plot 1200 ବର୍ଗଫୁଟ 6,60,000/- ପ୍ଲଟ ମିଳୁଛି 8249005131, 9583328312. — [190, 1801, 353, 1887]
footer-swatch-k2 — [742, 2326, 752, 2336]
zodiac-icon: ♑ — [1129, 1658, 1193, 1722]
birthday-coupon — [8, 130, 446, 290]
rashi-name: ମକର — [1123, 1628, 1201, 1652]
real-estate-ad-3-code: D-16147 — [145, 2071, 176, 2081]
rashi-name: କନ୍ୟା — [1123, 1004, 1201, 1028]
rashi-text: ଭଲ କାର୍ଯ୍ୟ ଉଦ୍ୟମରେ ପରିବାରର ସହଯୋଗ ମିଳିବ। ସମ୍ପର୍କ ଦୃଢ଼ ହେବ। ଆର୍ଥିକ ଲାଭ ହେବ। ଲେଖକ, କଳାକାର ଓ ସାହିତ୍ୟିକଙ୍କ ପାଇଁ ଦିନଟି ଶୁଭ। — [1209, 1629, 1467, 1678]
healthcare-ad-code: D-68956 — [517, 2234, 548, 2244]
affidavit-label: AFFIDAVIT — [560, 1756, 732, 1780]
section-title: ରାଜ୍ୟ — [1245, 8, 1347, 59]
col4-ad — [560, 1678, 732, 1741]
rashi-text: ବନ୍ଧୁଙ୍କ ସହଯୋଗ ମିଳିବ। ସ୍ୱାସ୍ଥ୍ୟ ଭଲ ରହିବ। ଚାକିରି କ୍ଷେତ୍ରରେ ଉନ୍ନତି ହେବ। ବାଣିଜ୍ୟ ଓ ବ୍ୟବସାୟରେ ଲାଭ ମିଳିବ। ସାଧାରଣ ଖର୍ଚ୍ଚ ବୃଦ୍ଧି ପାଇବ। — [1209, 693, 1467, 742]
rashi-row — [1123, 1472, 1469, 1608]
affidavit-text: Affidavit before Executive Magistrate, Kamakhyanagar, on 06.09.2019, my surname has changed from Sethi to Sethy and date of birth changed from 24.04.1960 to 24.04.1962. Which wrongly mentioned Pranabandhu Sethi, S/o. Gurudeb Sethi and date of birth is 24.04.1960 in my service record and A.G office record. Henceforth I shall be known as Pranabandhu Sethy, S/o. Gurudeb Sethy, Vill/PO.-Kantapal, PS-Tumusinga, Dist-Dhenkanal and date of birth is 24.04.1962 for all purposes. — [560, 1787, 732, 2118]
page-number: ୪ — [1412, 8, 1441, 59]
real-estate-ad-2-code: D-68471 — [145, 1910, 176, 1920]
dasama-child-photo — [939, 1513, 1025, 1621]
real-estate-ad-3 — [8, 1984, 176, 2083]
rashi-name: କର୍କଟ — [1123, 692, 1201, 716]
coupon-address-field[interactable]: ଠିକଣା: .............................. — [17, 201, 230, 215]
real-estate-box — [8, 1486, 176, 1690]
srimandir-rule — [458, 172, 1108, 174]
thagamali-box — [8, 298, 446, 780]
